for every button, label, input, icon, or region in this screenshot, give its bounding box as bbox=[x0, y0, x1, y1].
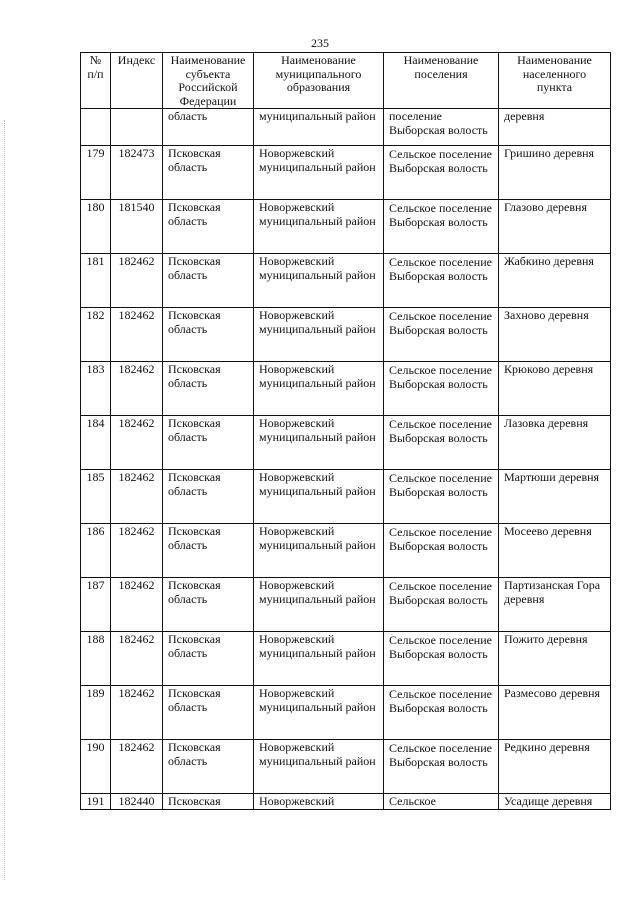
table-row bbox=[81, 524, 611, 578]
cell-subject: Псковская bbox=[163, 794, 254, 810]
cell-subject: Псковская область bbox=[163, 254, 254, 308]
cell-settlement: Сельское поселение Выборская волость bbox=[384, 524, 499, 578]
cell-number: 190 bbox=[81, 740, 111, 794]
cell-municipality: Новоржевский муниципальный район bbox=[254, 416, 384, 470]
header-settlement: Наименование поселения bbox=[384, 53, 499, 109]
table-row bbox=[81, 308, 611, 362]
cell-settlement: Сельское поселение Выборская волость bbox=[384, 416, 499, 470]
cell-subject: Псковская область bbox=[163, 146, 254, 200]
table-row bbox=[81, 416, 611, 470]
cell-subject: Псковская область bbox=[163, 470, 254, 524]
table-header-row bbox=[81, 53, 611, 109]
cell-settlement: Сельское поселение Выборская волость bbox=[384, 686, 499, 740]
cell-index: 182440 bbox=[111, 794, 163, 810]
cell-index: 182462 bbox=[111, 632, 163, 686]
table-row bbox=[81, 632, 611, 686]
cell-settlement: Сельское поселение Выборская волость bbox=[384, 308, 499, 362]
cell-settlement: Сельское поселение Выборская волость bbox=[384, 578, 499, 632]
cell-subject: Псковская область bbox=[163, 200, 254, 254]
cell-locality: Крюково деревня bbox=[499, 362, 611, 416]
header-subject: Наименование субъекта Российской Федерации bbox=[163, 53, 254, 109]
header-index: Индекс bbox=[111, 53, 163, 109]
cell-municipality: Новоржевский муниципальный район bbox=[254, 362, 384, 416]
table-row bbox=[81, 578, 611, 632]
scan-edge-mark bbox=[4, 120, 6, 880]
table-row bbox=[81, 254, 611, 308]
cell-number: 184 bbox=[81, 416, 111, 470]
cell-index: 182462 bbox=[111, 416, 163, 470]
cell-number: 187 bbox=[81, 578, 111, 632]
cell-locality: Глазово деревня bbox=[499, 200, 611, 254]
cell-settlement: Сельское поселение Выборская волость bbox=[384, 632, 499, 686]
cell-index: 182462 bbox=[111, 308, 163, 362]
cell-subject: Псковская область bbox=[163, 632, 254, 686]
cell-number bbox=[81, 109, 111, 146]
cell-number: 183 bbox=[81, 362, 111, 416]
table-row bbox=[81, 362, 611, 416]
cell-locality: Мосеево деревня bbox=[499, 524, 611, 578]
cell-municipality: Новоржевский муниципальный район bbox=[254, 200, 384, 254]
cell-locality: Жабкино деревня bbox=[499, 254, 611, 308]
table-row bbox=[81, 200, 611, 254]
table-row bbox=[81, 470, 611, 524]
cell-number: 182 bbox=[81, 308, 111, 362]
cell-index: 182462 bbox=[111, 578, 163, 632]
continuation-row bbox=[81, 109, 611, 146]
cell-subject: Псковская область bbox=[163, 308, 254, 362]
cell-settlement: Сельское поселение Выборская волость bbox=[384, 740, 499, 794]
cell-number: 179 bbox=[81, 146, 111, 200]
cell-index: 182462 bbox=[111, 254, 163, 308]
header-municipality: Наименование муниципального образования bbox=[254, 53, 384, 109]
cell-municipality: Новоржевский муниципальный район bbox=[254, 524, 384, 578]
cell-index: 182473 bbox=[111, 146, 163, 200]
cell-municipality: Новоржевский муниципальный район bbox=[254, 308, 384, 362]
cell-settlement: Сельское поселение Выборская волость bbox=[384, 200, 499, 254]
cell-index bbox=[111, 109, 163, 146]
cell-locality: Гришино деревня bbox=[499, 146, 611, 200]
cell-locality: деревня bbox=[499, 109, 611, 146]
cell-subject: Псковская область bbox=[163, 524, 254, 578]
cell-index: 182462 bbox=[111, 524, 163, 578]
cell-municipality: Новоржевский bbox=[254, 794, 384, 810]
cell-locality: Размесово деревня bbox=[499, 686, 611, 740]
table-row bbox=[81, 740, 611, 794]
table-row bbox=[81, 794, 611, 810]
page-number: 235 bbox=[311, 36, 329, 50]
cell-index: 182462 bbox=[111, 740, 163, 794]
cell-index: 182462 bbox=[111, 686, 163, 740]
header-number: № п/п bbox=[81, 53, 111, 109]
cell-number: 191 bbox=[81, 794, 111, 810]
cell-municipality: Новоржевский муниципальный район bbox=[254, 578, 384, 632]
cell-subject: Псковская область bbox=[163, 686, 254, 740]
cell-settlement: Сельское поселение Выборская волость bbox=[384, 362, 499, 416]
cell-settlement: Сельское поселение Выборская волость bbox=[384, 146, 499, 200]
cell-settlement: Сельское bbox=[384, 794, 499, 810]
cell-municipality: Новоржевский муниципальный район bbox=[254, 686, 384, 740]
cell-settlement: поселение Выборская волость bbox=[384, 109, 499, 146]
cell-locality: Усадище деревня bbox=[499, 794, 611, 810]
cell-subject: Псковская область bbox=[163, 416, 254, 470]
cell-index: 182462 bbox=[111, 470, 163, 524]
cell-subject: Псковская область bbox=[163, 578, 254, 632]
cell-municipality: муниципальный район bbox=[254, 109, 384, 146]
table-row bbox=[81, 146, 611, 200]
cell-municipality: Новоржевский муниципальный район bbox=[254, 146, 384, 200]
cell-locality: Захново деревня bbox=[499, 308, 611, 362]
cell-subject: Псковская область bbox=[163, 740, 254, 794]
cell-municipality: Новоржевский муниципальный район bbox=[254, 470, 384, 524]
cell-locality: Лазовка деревня bbox=[499, 416, 611, 470]
cell-number: 189 bbox=[81, 686, 111, 740]
cell-number: 188 bbox=[81, 632, 111, 686]
cell-locality: Редкино деревня bbox=[499, 740, 611, 794]
cell-number: 181 bbox=[81, 254, 111, 308]
cell-municipality: Новоржевский муниципальный район bbox=[254, 632, 384, 686]
cell-locality: Партизанская Гора деревня bbox=[499, 578, 611, 632]
cell-index: 182462 bbox=[111, 362, 163, 416]
cell-number: 186 bbox=[81, 524, 111, 578]
cell-number: 185 bbox=[81, 470, 111, 524]
table-row bbox=[81, 686, 611, 740]
cell-municipality: Новоржевский муниципальный район bbox=[254, 740, 384, 794]
header-locality: Наименование населенного пункта bbox=[499, 53, 611, 109]
cell-locality: Мартюши деревня bbox=[499, 470, 611, 524]
cell-settlement: Сельское поселение Выборская волость bbox=[384, 254, 499, 308]
settlements-table bbox=[80, 52, 611, 810]
cell-subject: область bbox=[163, 109, 254, 146]
cell-index: 181540 bbox=[111, 200, 163, 254]
cell-settlement: Сельское поселение Выборская волость bbox=[384, 470, 499, 524]
cell-locality: Пожито деревня bbox=[499, 632, 611, 686]
cell-subject: Псковская область bbox=[163, 362, 254, 416]
cell-municipality: Новоржевский муниципальный район bbox=[254, 254, 384, 308]
cell-number: 180 bbox=[81, 200, 111, 254]
